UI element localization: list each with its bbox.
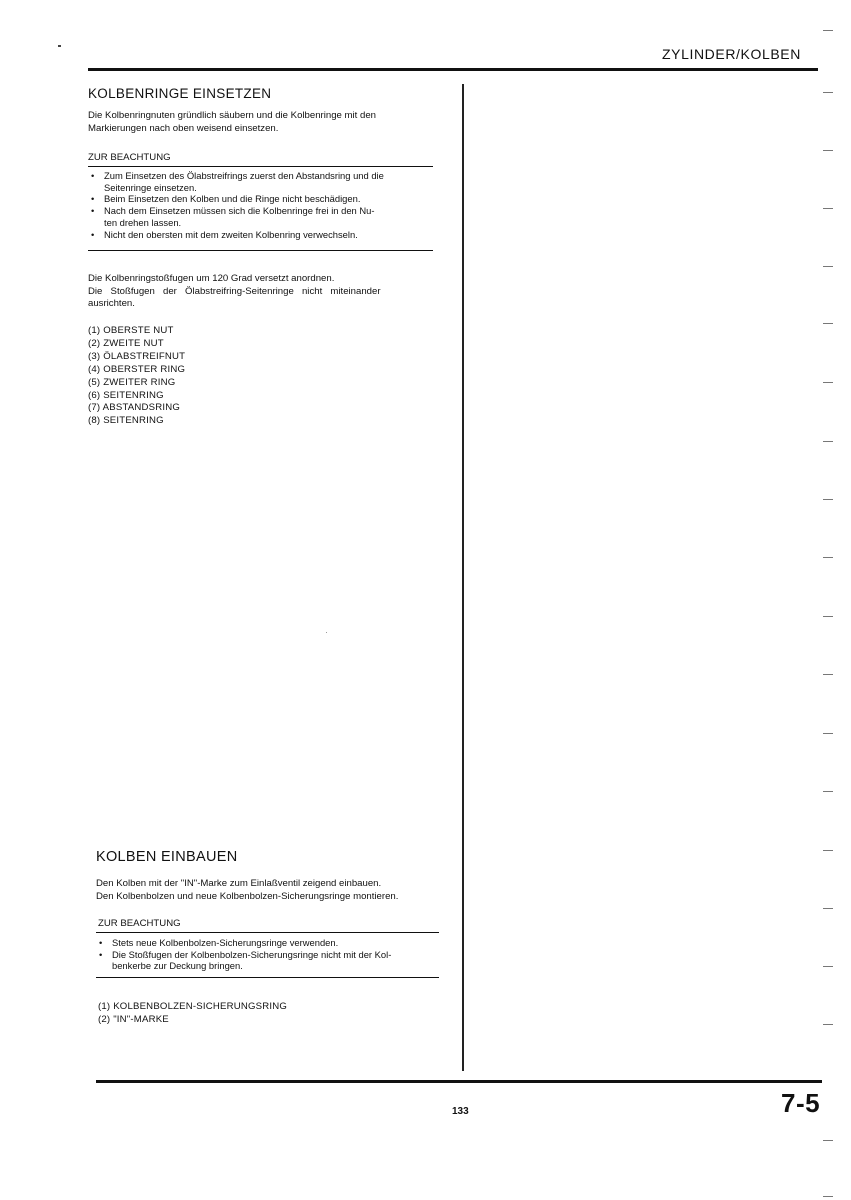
margin-mark: [823, 791, 833, 792]
para-line: Die Kolbenringstoßfugen um 120 Grad versetzt anordnen.: [88, 273, 335, 284]
section-title-kolben-einbauen: KOLBEN EINBAUEN: [96, 849, 238, 865]
margin-mark: [823, 616, 833, 617]
margin-mark: [823, 557, 833, 558]
note-line: • Stets neue Kolbenbolzen-Sicherungsringe verwenden.: [112, 937, 339, 948]
margin-mark: [823, 850, 833, 851]
note-item: [88, 170, 438, 193]
page-number: 133: [452, 1106, 469, 1117]
margin-mark: [823, 323, 833, 324]
section1-intro: [88, 110, 448, 135]
parts-legend-item: (3) ÖLABSTREIFNUT: [88, 350, 186, 362]
note-heading: ZUR BEACHTUNG: [88, 152, 171, 163]
intro-line: Die Kolbenringnuten gründlich säubern und die Kolbenringe mit den: [88, 110, 377, 121]
note-bottom-rule: [88, 250, 433, 251]
note-list: [96, 937, 446, 972]
margin-mark: [823, 499, 833, 500]
margin-mark: [823, 150, 833, 151]
scan-speck: [326, 632, 327, 633]
parts-legend-item: (6) SEITENRING: [88, 389, 164, 401]
parts-legend-item: (1) KOLBENBOLZEN-SICHERUNGSRING: [98, 1001, 288, 1012]
parts-legend: [88, 325, 185, 428]
parts-legend-item: (2) "IN"-MARKE: [98, 1013, 169, 1025]
para-line: ausrichten.: [88, 298, 135, 310]
note-line: ten drehen lassen.: [104, 216, 182, 228]
parts-legend-item: (1) OBERSTE NUT: [88, 325, 174, 336]
margin-mark: [823, 966, 833, 967]
intro-line: Den Kolben mit der "IN"-Marke zum Einlaßventil zeigend einbauen.: [96, 878, 382, 889]
note-line: • Die Stoßfugen der Kolbenbolzen-Sicherungsringe nicht mit der Kol-: [112, 948, 392, 960]
parts-legend-item: (4) OBERSTER RING: [88, 363, 186, 375]
scan-speck: [58, 45, 61, 47]
margin-mark: [823, 266, 833, 267]
chapter-page-number: 7-5: [781, 1088, 821, 1118]
para-line: Die Stoßfugen der Ölabstreifring-Seitenringe nicht miteinander: [88, 285, 381, 297]
parts-legend-item: (7) ABSTANDSRING: [88, 402, 181, 414]
section2-intro: [96, 878, 456, 903]
note-list: [88, 170, 438, 240]
section1-paragraph-2: [88, 273, 448, 311]
note-line: • Nicht den obersten mit dem zweiten Kolbenring verwechseln.: [104, 228, 358, 240]
note-line: • Nach dem Einsetzen müssen sich die Kolbenringe frei in den Nu-: [104, 205, 375, 217]
margin-mark: [823, 382, 833, 383]
margin-mark: [823, 30, 833, 31]
margin-mark: [823, 1140, 833, 1141]
footer-rule: [96, 1080, 822, 1083]
parts-legend-item: (5) ZWEITER RING: [88, 376, 176, 388]
note-item: [96, 937, 446, 949]
note-heading: ZUR BEACHTUNG: [98, 918, 181, 929]
note-top-rule: [88, 166, 433, 167]
column-divider: [462, 84, 464, 1071]
note-top-rule: [96, 932, 439, 933]
note-bottom-rule: [96, 977, 439, 978]
parts-legend: [98, 1001, 287, 1027]
note-line: benkerbe zur Deckung bringen.: [112, 960, 243, 972]
margin-mark: [823, 733, 833, 734]
note-item: [96, 949, 446, 972]
intro-line: Den Kolbenbolzen und neue Kolbenbolzen-Sicherungsringe montieren.: [96, 890, 399, 902]
margin-mark: [823, 92, 833, 93]
parts-legend-item: (2) ZWEITE NUT: [88, 337, 164, 349]
header-rule: [88, 68, 818, 71]
margin-mark: [823, 908, 833, 909]
margin-mark: [823, 1196, 833, 1197]
margin-mark: [823, 1024, 833, 1025]
intro-line: Markierungen nach oben weisend einsetzen.: [88, 122, 279, 134]
note-item: [88, 229, 438, 241]
section-title-kolbenringe-einsetzen: KOLBENRINGE EINSETZEN: [88, 86, 272, 101]
parts-legend-item: (8) SEITENRING: [88, 415, 164, 427]
note-item: [88, 205, 438, 228]
margin-mark: [823, 208, 833, 209]
margin-mark: [823, 441, 833, 442]
margin-mark: [823, 674, 833, 675]
note-line: • Beim Einsetzen den Kolben und die Ringe nicht beschädigen.: [104, 193, 361, 205]
note-line: • Zum Einsetzen des Ölabstreifrings zuerst den Abstandsring und die: [104, 170, 384, 181]
chapter-header-title: ZYLINDER/KOLBEN: [662, 46, 801, 62]
note-item: [88, 193, 438, 205]
note-line: Seitenringe einsetzen.: [104, 181, 197, 193]
